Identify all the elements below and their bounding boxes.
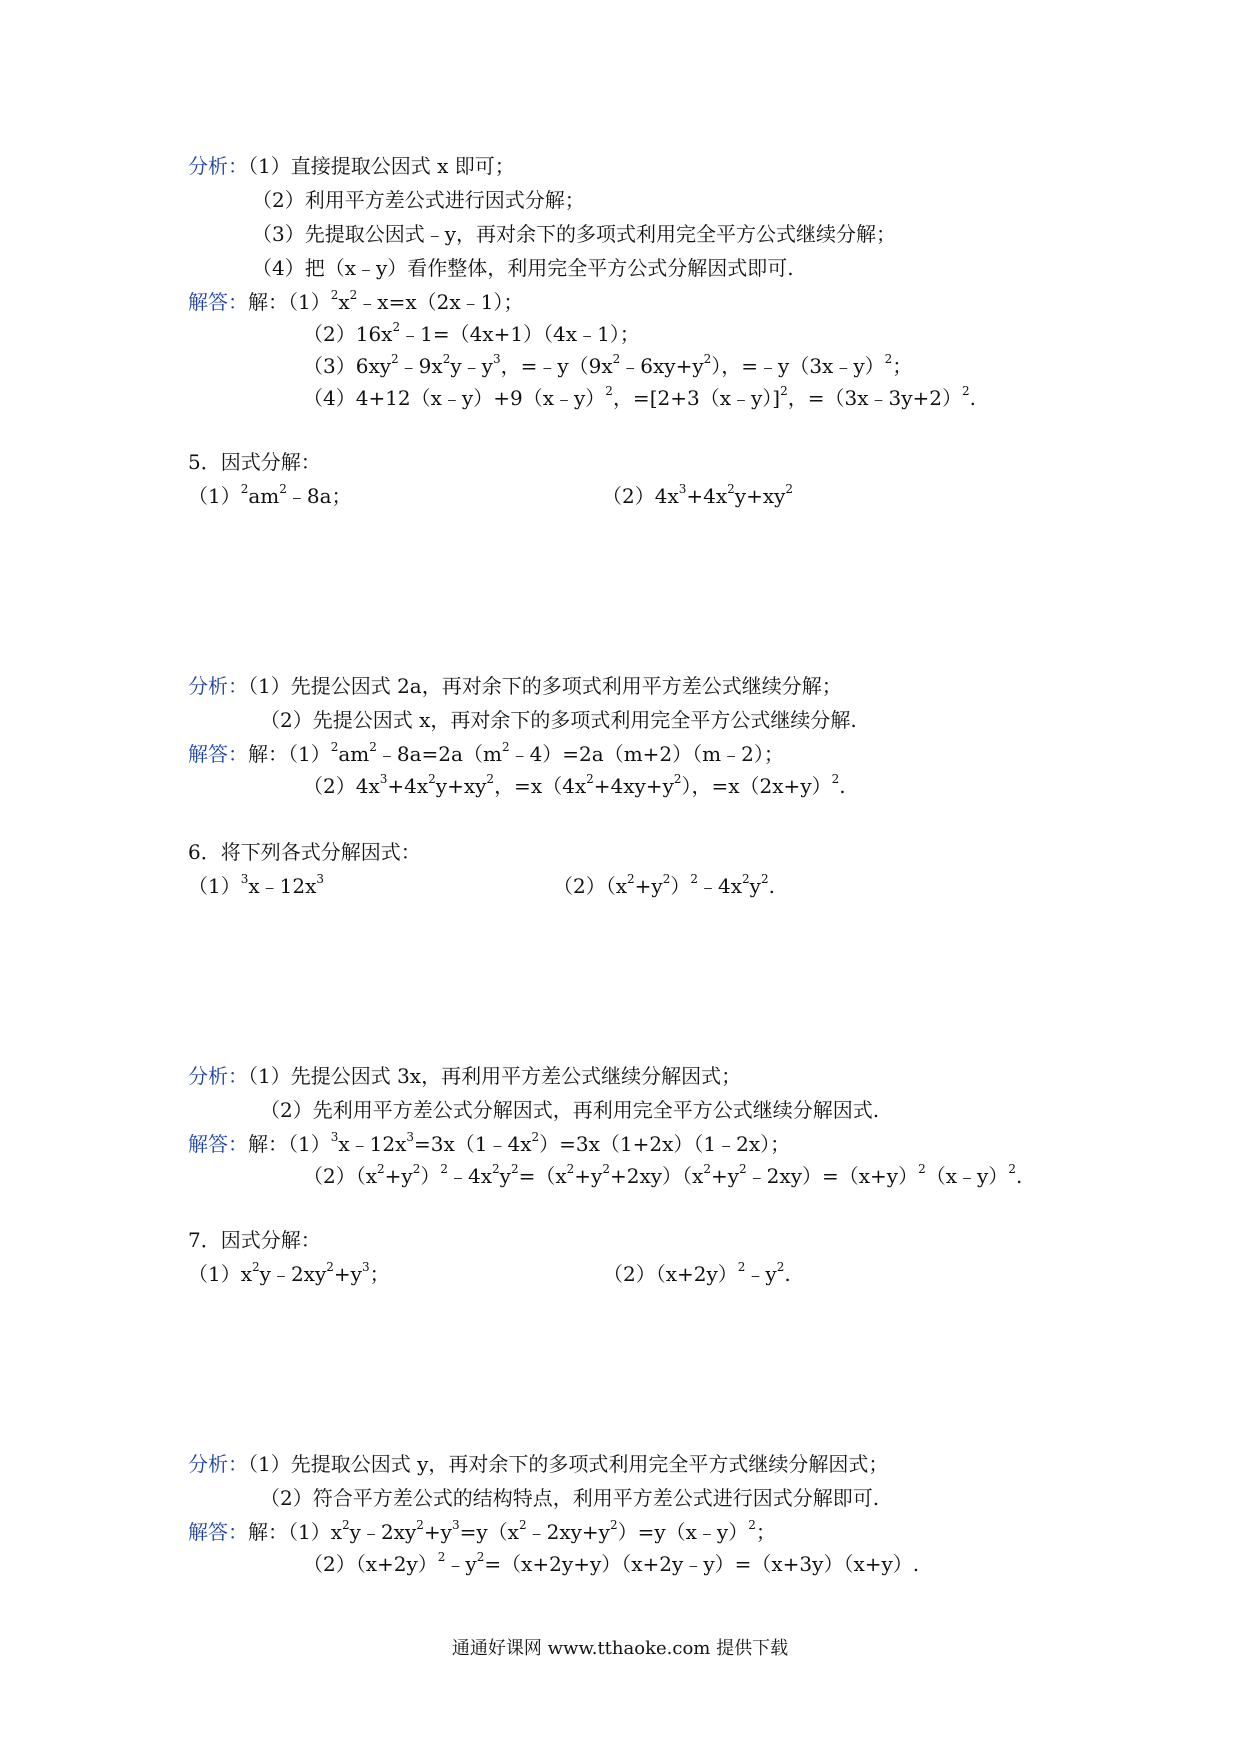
analysis-label: 分析： xyxy=(188,1452,248,1476)
question-6-part-1: $(1)^3x﹣12x^3$ xyxy=(188,872,325,898)
question-5-title: 5．因式分解： xyxy=(188,450,321,474)
question-7-part-2: $(2)(x+2y)^2﹣y^2$. xyxy=(603,1260,791,1286)
solution-4-line-4: （4）4+12（x﹣y）+9（x﹣y）$^2$，=[2+3（x﹣y）]$^2$，=（3x﹣3y+2）$^2$. xyxy=(303,384,977,410)
solution-7-line-2: $(2)(x+2y)^2﹣y^2=(x+2y+y)(x+2y﹣y)=(x+3y)(x+y)$. xyxy=(303,1550,920,1576)
analysis-5-line-2: （2）先提公因式 x，再对余下的多项式利用完全平方公式继续分解. xyxy=(260,708,857,732)
analysis-7-line-2: （2）符合平方差公式的结构特点，利用平方差公式进行因式分解即可. xyxy=(260,1486,880,1510)
question-7-part-1: $(1)x^2y﹣2xy^2+y^3$； xyxy=(188,1260,390,1286)
solution-6-line-1: 解答：解：$(1)^3x﹣12x^3=3x(1﹣4x^2)=3x(1+2x)(1﹣2x)$； xyxy=(188,1130,791,1156)
analysis-7-line-1: 分析：（1）先提取公因式 y，再对余下的多项式利用完全平方式继续分解因式； xyxy=(188,1452,889,1476)
answer-label: 解答： xyxy=(188,742,248,766)
solution-5-line-2: $(2)4x^3+4x^2y+xy^2$，$=x(4x^2+4xy+y^2)$，$=x(2x+y)^2$. xyxy=(303,772,846,798)
solution-4-line-3: $(3)6xy^2﹣9x^2y﹣y^3$，$=﹣y(9x^2﹣6xy+y^2)$，=﹣y（3x﹣y）$^2$； xyxy=(303,352,913,378)
analysis-4-line-2: （2）利用平方差公式进行因式分解； xyxy=(252,188,585,212)
analysis-4-line-3: （3）先提取公因式﹣y，再对余下的多项式利用完全平方公式继续分解； xyxy=(252,222,897,246)
analysis-4-line-4: （4）把（x﹣y）看作整体，利用完全平方公式分解因式即可. xyxy=(252,256,794,280)
question-6-title: 6．将下列各式分解因式： xyxy=(188,840,421,864)
solution-6-line-2: $(2)(x^2+y^2)^2﹣4x^2y^2=(x^2+y^2+2xy)(x^2+y^2﹣2xy)=(x+y)^2(x﹣y)^2$. xyxy=(303,1162,1023,1188)
solution-5-line-1: 解答：解：$(1)^2am^2﹣8a=2a(m^2﹣4)=2a(m+2)(m﹣2)$； xyxy=(188,740,784,766)
analysis-5-line-1: 分析：（1）先提公因式 2a，再对余下的多项式利用平方差公式继续分解； xyxy=(188,674,842,698)
solution-4-line-2: $(2)16x^2﹣1=(4x+1)(4x﹣1)$； xyxy=(303,320,640,346)
analysis-label: 分析： xyxy=(188,1064,248,1088)
answer-label: 解答： xyxy=(188,290,248,314)
question-5-part-1: $(1)^2am^2﹣8a$； xyxy=(188,482,352,508)
answer-label: 解答： xyxy=(188,1520,248,1544)
analysis-label: 分析： xyxy=(188,154,248,178)
solution-7-line-1: 解答：解：$(1)x^2y﹣2xy^2+y^3=y(x^2﹣2xy+y^2)=y(x﹣y)^2$； xyxy=(188,1518,776,1544)
answer-label: 解答： xyxy=(188,1132,248,1156)
question-5-part-2: $(2)4x^3+4x^2y+xy^2$ xyxy=(602,482,794,508)
page-footer: 通通好课网 www.tthaoke.com 提供下载 xyxy=(451,1638,789,1659)
analysis-6-line-1: 分析：（1）先提公因式 3x，再利用平方差公式继续分解因式； xyxy=(188,1064,742,1088)
analysis-6-line-2: （2）先利用平方差公式分解因式，再利用完全平方公式继续分解因式. xyxy=(260,1098,880,1122)
analysis-label: 分析： xyxy=(188,674,248,698)
solution-4-line-1: 解答：解：$(1)^2x^2﹣x=x(2x﹣1)$； xyxy=(188,288,524,314)
analysis-4-line-1: 分析：（1）直接提取公因式 x 即可； xyxy=(188,154,515,178)
question-7-title: 7．因式分解： xyxy=(188,1228,321,1252)
question-6-part-2: $(2)(x^2+y^2)^2﹣4x^2y^2$. xyxy=(553,872,775,898)
